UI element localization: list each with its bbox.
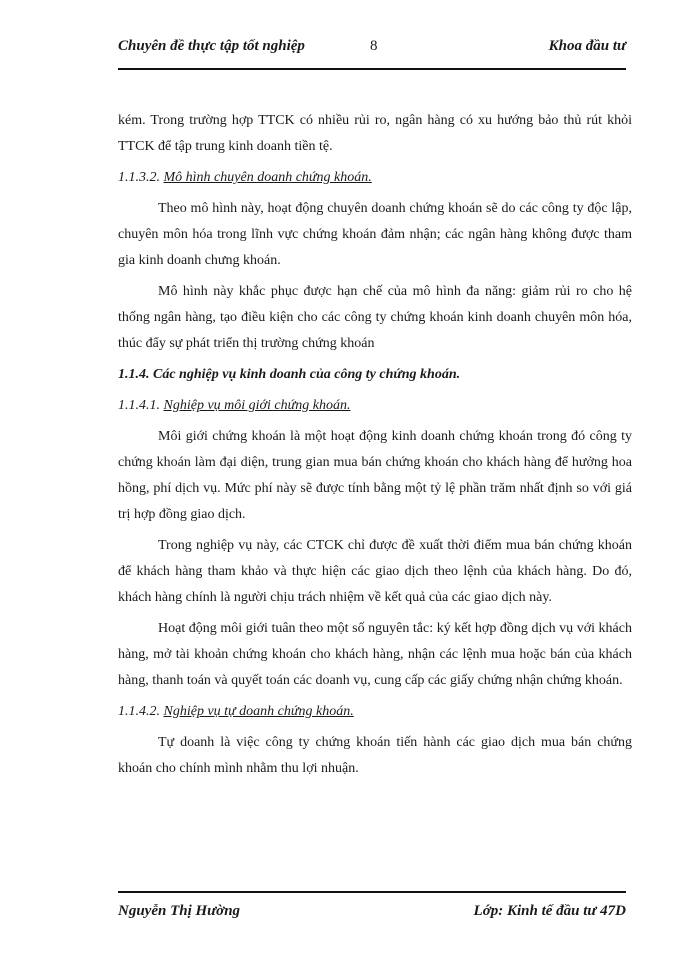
header-title: Chuyên đề thực tập tốt nghiệp: [118, 38, 305, 54]
section-heading-1141: [118, 393, 632, 419]
footer-rule: [118, 891, 626, 893]
paragraph: Mô hình này khắc phục được hạn chế của mô hình đa năng: giảm rủi ro cho hệ thống ngân hàng, tạo điều kiện cho các công ty chứng khoán kinh doanh chuyên môn hóa, thúc đẩy sự phát triển thị trường chứng khoán: [118, 284, 632, 351]
section-number: 1.1.4.2.: [118, 704, 160, 719]
paragraph: Tự doanh là việc công ty chứng khoán tiến hành các giao dịch mua bán chứng khoán cho chính mình nhằm thu lợi nhuận.: [118, 735, 632, 776]
page-header: [118, 38, 626, 62]
section-heading-114: 1.1.4. Các nghiệp vụ kinh doanh của công ty chứng khoán.: [118, 367, 461, 382]
paragraph: kém. Trong trường hợp TTCK có nhiều rủi ro, ngân hàng có xu hướng bảo thủ rút khỏi TTCK để tập trung kinh doanh tiền tệ.: [118, 113, 632, 154]
document-body: [118, 108, 632, 787]
section-title: Mô hình chuyên doanh chứng khoán.: [163, 170, 372, 185]
paragraph: Hoạt động môi giới tuân theo một số nguyên tắc: ký kết hợp đồng dịch vụ với khách hàng, mở tài khoản chứng khoán cho khách hàng, nhận các lệnh mua hoặc bán của khách hàng, thanh toán và quyết toán các doanh vụ, cung cấp các giấy chứng nhận chứng khoán.: [118, 621, 632, 688]
paragraph: Môi giới chứng khoán là một hoạt động kinh doanh chứng khoán trong đó công ty chứng khoán làm đại diện, trung gian mua bán chứng khoán cho khách hàng để hưởng hoa hồng, phí dịch vụ. Mức phí này sẽ được tính bằng một tỷ lệ phần trăm nhất định so với giá trị hợp đồng giao dịch.: [118, 429, 632, 522]
section-number: 1.1.4.1.: [118, 398, 160, 413]
page-number: 8: [370, 38, 378, 54]
paragraph: Theo mô hình này, hoạt động chuyên doanh chứng khoán sẽ do các công ty độc lập, chuyên môn hóa trong lĩnh vực chứng khoán đảm nhận; các ngân hàng không được tham gia kinh doanh chưng khoán.: [118, 201, 632, 268]
section-heading-1132: [118, 165, 632, 191]
header-rule: [118, 68, 626, 70]
section-title: Nghiệp vụ môi giới chứng khoán.: [163, 398, 351, 413]
section-title: Nghiệp vụ tự doanh chứng khoán.: [163, 704, 354, 719]
paragraph: Trong nghiệp vụ này, các CTCK chỉ được đề xuất thời điểm mua bán chứng khoán để khách hàng tham khảo và thực hiện các giao dịch theo lệnh của khách hàng. Do đó, khách hàng chính là người chịu trách nhiệm về kết quả của các giao dịch này.: [118, 538, 632, 605]
author-name: Nguyễn Thị Hường: [118, 903, 241, 919]
class-name: Lớp: Kinh tế đầu tư 47D: [473, 903, 626, 919]
header-department: Khoa đầu tư: [548, 38, 626, 54]
section-heading-1142: [118, 699, 632, 725]
section-number: 1.1.3.2.: [118, 170, 160, 185]
page-footer: [118, 903, 626, 927]
